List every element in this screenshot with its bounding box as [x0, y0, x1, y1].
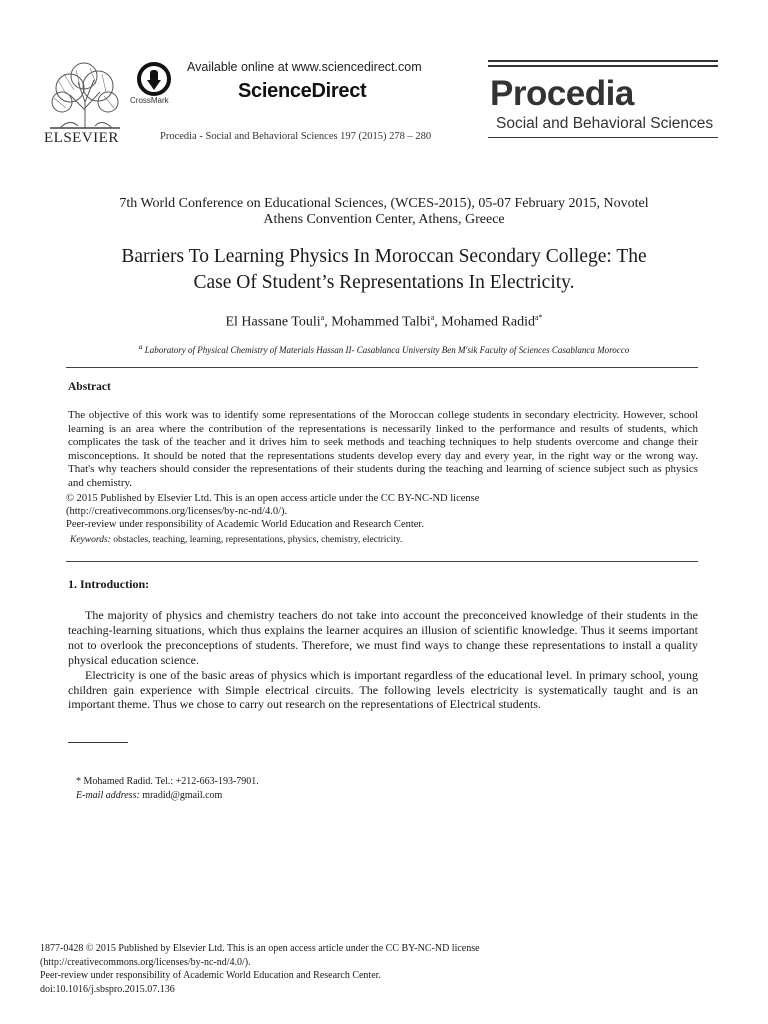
abstract-text: The objective of this work was to identify some representations of the Moroccan college students in secondary electricity. However, school learning is an area where the contribution of the representations is necessarily linked to the performance and results of students, which complicates the task of the teacher and it drives him to seek methods and teaching techniques to help students overcome and change their misconceptions. It should be noted that the representations students develop every day and every year, in the right way or the wrong way. That's why teachers should consider the representations of their students during the teaching and learning of science subject such as physics and chemistry.: [68, 409, 698, 489]
paragraph: Electricity is one of the basic areas of physics which is important regardless of the educational level. In primary school, young children gain experience with Simple electrical circuits. The following levels electricity is systematically taught and is an important theme. Thus we chose to carry out research on the representations of Electrical students.: [68, 667, 698, 712]
procedia-bottom-rule: [488, 137, 718, 138]
footnote-rule: [68, 742, 128, 743]
affiliation-mark: a: [138, 342, 143, 351]
peer-review-text: Peer-review under responsibility of Academic World Education and Research Center.: [66, 519, 424, 530]
footer-peer-review: Peer-review under responsibility of Academic World Education and Research Center.: [40, 970, 381, 981]
procedia-subtitle: Social and Behavioral Sciences: [496, 115, 714, 132]
footer-issn-license: 1877-0428 © 2015 Published by Elsevier Ltd. This is an open access article under the CC BY-NC-ND license: [40, 943, 480, 954]
email-label: E-mail address:: [76, 790, 140, 801]
paper-title-line-1: Barriers To Learning Physics In Moroccan Secondary College: The: [121, 246, 647, 267]
paper-title-line-2: Case Of Student’s Representations In Electricity.: [193, 272, 575, 293]
keywords-list: obstacles, teaching, learning, representations, physics, chemistry, electricity.: [110, 535, 403, 545]
affiliation-text: Laboratory of Physical Chemistry of Materials Hassan II- Casablanca University Ben M'sik Faculty of Sciences Casablanca Morocco: [142, 345, 630, 355]
footer-license-link[interactable]: (http://creativecommons.org/licenses/by-nc-nd/4.0/).: [40, 956, 251, 968]
abstract-heading: Abstract: [68, 381, 111, 393]
conference-line-1: 7th World Conference on Educational Sciences, (WCES-2015), 05-07 February 2015, Novotel: [119, 196, 649, 211]
email-address[interactable]: mradid@gmail.com: [139, 790, 223, 801]
author-affiliation-mark: a: [320, 313, 325, 322]
author-separator: ,: [434, 314, 442, 330]
crossmark-label: CrossMark: [130, 96, 169, 105]
author-affiliation-mark: a*: [534, 313, 543, 322]
conference-line-2: Athens Convention Center, Athens, Greece: [263, 212, 505, 227]
available-online-text: Available online at www.sciencedirect.com: [187, 60, 422, 74]
footnote-contact: * Mohamed Radid. Tel.: +212-663-193-7901.: [76, 776, 259, 787]
elsevier-wordmark: ELSEVIER: [44, 130, 119, 146]
author-name: El Hassane Touli: [225, 314, 321, 330]
section-heading-introduction: 1. Introduction:: [68, 577, 150, 591]
license-link[interactable]: (http://creativecommons.org/licenses/by-nc-nd/4.0/).: [66, 506, 288, 517]
crossmark-icon[interactable]: [134, 62, 174, 96]
corresponding-author-footnote: [76, 775, 259, 803]
paragraph: The majority of physics and chemistry teachers do not take into account the preconceived knowledge of their students in the teaching-learning situations, which thus explains the learner acquires an illusion of scientific knowledge. Thus it seems important not to overlook the preconceptions of students. Therefore, we must find ways to change these representations to install a quality physical education science.: [68, 608, 698, 667]
page-footer: [40, 942, 480, 996]
keywords: [70, 535, 402, 545]
conference-info: [70, 196, 698, 228]
journal-reference: Procedia - Social and Behavioral Sciences 197 (2015) 278 – 280: [160, 131, 432, 142]
author-separator: ,: [324, 314, 332, 330]
sciencedirect-logo[interactable]: ScienceDirect: [238, 80, 367, 102]
author-name: Mohammed Talbi: [331, 314, 431, 330]
abstract-top-rule: [66, 367, 698, 368]
author-name: Mohamed Radid: [441, 314, 535, 330]
procedia-logo: Procedia: [490, 74, 634, 113]
procedia-top-rules: [488, 60, 718, 70]
license-block: [66, 492, 698, 531]
affiliation: [60, 342, 708, 355]
license-text: © 2015 Published by Elsevier Ltd. This is an open access article under the CC BY-NC-ND license: [66, 493, 480, 504]
footer-doi[interactable]: doi:10.1016/j.sbspro.2015.07.136: [40, 983, 175, 995]
abstract-bottom-rule: [66, 561, 698, 562]
introduction-body: [68, 608, 698, 712]
keywords-label: Keywords:: [70, 535, 111, 545]
author-affiliation-mark: a: [430, 313, 435, 322]
author-list: [60, 313, 708, 331]
paper-title: [60, 244, 708, 296]
